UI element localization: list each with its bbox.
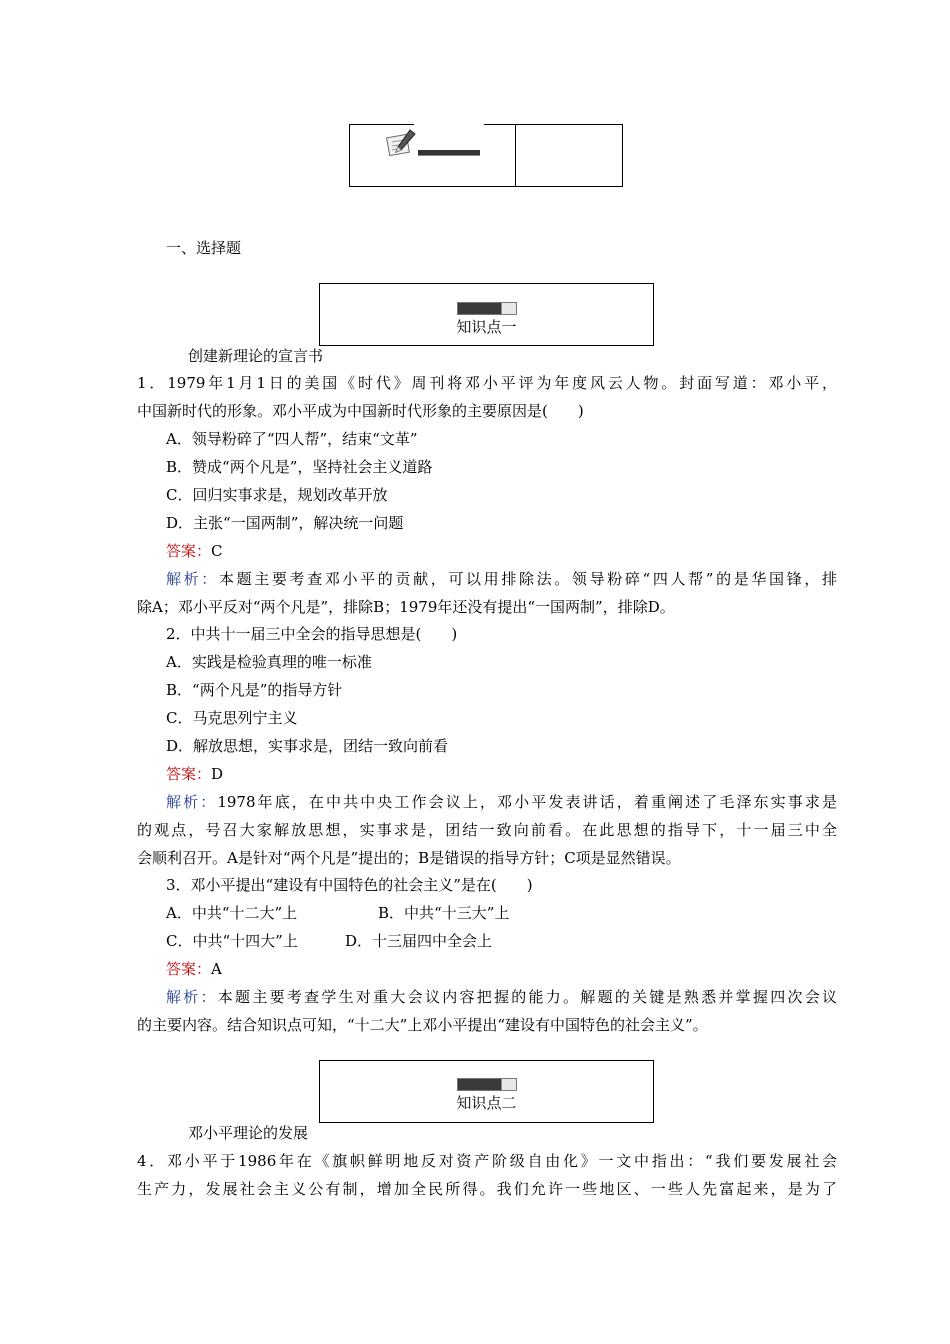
q3-option-a: A．中共“十二大”上 xyxy=(166,904,298,922)
pen-paper-icon xyxy=(384,128,418,160)
q2-stem: 2．中共十一届三中全会的指导思想是( ) xyxy=(166,625,458,643)
q1-stem-line1: 1．1979年1月1日的美国《时代》周刊将邓小平评为年度风云人物。封面写道：邓小平， xyxy=(137,374,837,392)
q1-option-b: B．赞成“两个凡是”，坚持社会主义道路 xyxy=(166,458,433,476)
q2-option-c: C．马克思列宁主义 xyxy=(166,709,298,727)
knowledge-point-label-2: 知识点二 xyxy=(456,1094,517,1112)
q2-analysis-line2: 的观点，号召大家解放思想，实事求是，团结一致向前看。在此思想的指导下，十一届三中全 xyxy=(137,821,837,839)
q1-analysis-label: 解析： xyxy=(166,570,219,588)
q1-stem-line2: 中国新时代的形象。邓小平成为中国新时代形象的主要原因是( ) xyxy=(137,402,584,420)
q3-answer-label: 答案： xyxy=(166,960,212,978)
q2-answer-label: 答案： xyxy=(166,765,212,783)
q2-analysis-text1: 1978年底，在中共中央工作会议上，邓小平发表讲话，着重阐述了毛泽东实事求是 xyxy=(217,793,837,811)
q1-answer xyxy=(166,541,223,561)
header-box-gap xyxy=(414,122,484,126)
q3-answer-value: A xyxy=(211,960,222,978)
q3-analysis-label: 解析： xyxy=(166,988,218,1006)
knowledge-point-label-1: 知识点一 xyxy=(456,318,517,336)
q2-answer xyxy=(166,764,223,784)
knowledge-point-bar-2 xyxy=(457,1078,517,1091)
q1-option-a: A．领导粉碎了“四人帮”，结束“文革” xyxy=(166,430,418,448)
q1-option-c: C．回归实事求是，规划改革开放 xyxy=(166,486,388,504)
q1-answer-label: 答案： xyxy=(166,542,212,560)
header-box-divider xyxy=(515,124,516,187)
q2-option-b: B．“两个凡是”的指导方针 xyxy=(166,681,343,699)
q4-stem-line1: 4．邓小平于1986年在《旗帜鲜明地反对资产阶级自由化》一文中指出：“我们要发展社会 xyxy=(137,1152,837,1170)
knowledge-point-subtitle-1: 创建新理论的宣言书 xyxy=(188,347,324,365)
q1-answer-value: C xyxy=(211,542,223,560)
header-title-bar xyxy=(418,150,480,156)
q1-analysis-line2: 除A；邓小平反对“两个凡是”，排除B；1979年还没有提出“一国两制”，排除D。 xyxy=(137,598,675,616)
q1-analysis-line1 xyxy=(166,569,837,589)
q3-option-d: D．十三届四中全会上 xyxy=(345,932,493,950)
q3-analysis-line2: 的主要内容。结合知识点可知，“十二大”上邓小平提出“建设有中国特色的社会主义”。 xyxy=(137,1016,708,1034)
q4-stem-line2: 生产力，发展社会主义公有制，增加全民所得。我们允许一些地区、一些人先富起来，是为了 xyxy=(137,1180,837,1198)
q3-analysis-text1: 本题主要考查学生对重大会议内容把握的能力。解题的关键是熟悉并掌握四次会议 xyxy=(217,988,837,1006)
q3-analysis-line1 xyxy=(166,987,837,1007)
q2-analysis-label: 解析： xyxy=(166,793,218,811)
section-title: 一、选择题 xyxy=(166,239,242,257)
q2-analysis-line1 xyxy=(166,792,837,812)
knowledge-point-subtitle-2: 邓小平理论的发展 xyxy=(188,1124,309,1142)
q1-analysis-text1: 本题主要考查邓小平的贡献，可以用排除法。领导粉碎“四人帮”的是华国锋，排 xyxy=(218,570,837,588)
q3-option-b: B．中共“十三大”上 xyxy=(378,904,510,922)
q2-option-d: D．解放思想，实事求是，团结一致向前看 xyxy=(166,737,449,755)
q3-option-c: C．中共“十四大”上 xyxy=(166,932,298,950)
q2-option-a: A．实践是检验真理的唯一标准 xyxy=(166,653,372,671)
knowledge-point-box-2 xyxy=(319,1060,654,1123)
q1-option-d: D．主张“一国两制”，解决统一问题 xyxy=(166,514,404,532)
knowledge-point-bar-1 xyxy=(457,302,517,315)
q3-stem: 3．邓小平提出“建设有中国特色的社会主义”是在( ) xyxy=(166,876,533,894)
q2-answer-value: D xyxy=(211,765,224,783)
q3-answer xyxy=(166,959,222,979)
q2-analysis-line3: 会顺利召开。A是针对“两个凡是”提出的；B是错误的指导方针；C项是显然错误。 xyxy=(137,849,681,867)
